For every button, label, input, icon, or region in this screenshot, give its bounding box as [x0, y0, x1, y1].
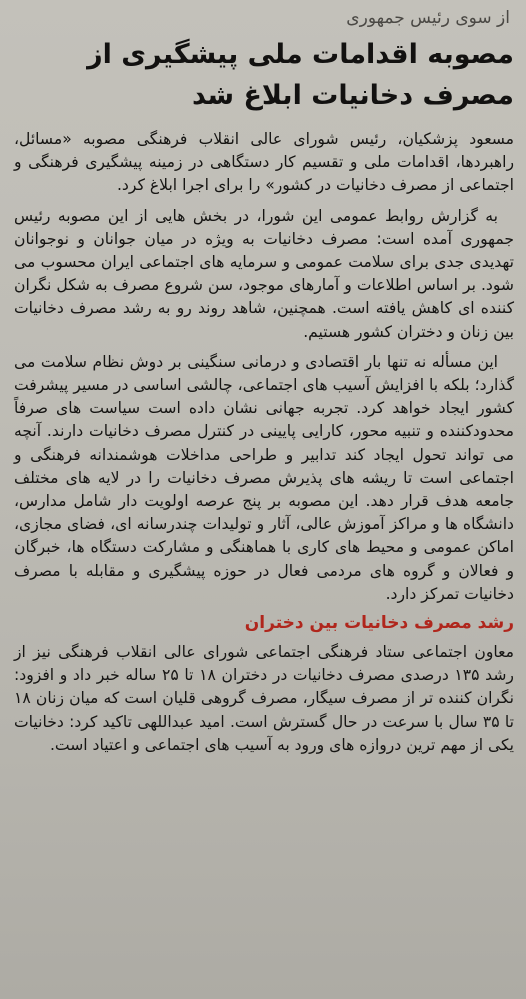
article-subheading: رشد مصرف دخانیات بین دختران [244, 613, 514, 634]
article-paragraph-4: معاون اجتماعی ستاد فرهنگی اجتماعی شورای عالی انقلاب فرهنگی نیز از رشد ۱۳۵ درصدی مصرف دخانیات در دختران ۱۸ تا ۲۵ ساله خبر داد و افزود: نگران کننده تر از مصرف سیگار، مصرف گروهی قلیان است که میان زنان ۱۸ تا ۳۵ سال با سرعت در حال گسترش است. امید عبداللهی تاکید کرد: دخانیات یکی از مهم ترین دروازه های ورود به آسیب های اجتماعی و اعتیاد است. [14, 643, 514, 754]
article-paragraph-1: مسعود پزشکیان، رئیس شورای عالی انقلاب فرهنگی مصوبه «مسائل، راهبردها، اقدامات ملی و تقسیم کار دستگاهی در زمینه پیشگیری فرهنگی و اجتماعی از مصرف دخانیات در کشور» را برای اجرا ابلاغ کرد. [14, 130, 514, 195]
article-kicker: از سوی رئیس جمهوری [346, 8, 510, 28]
article-paragraph-3: این مسأله نه تنها بار اقتصادی و درمانی سنگینی بر دوش نظام سلامت می گذارد؛ بلکه با افزایش آسیب های اجتماعی، چالشی اساسی در مسیر پیشرفت کشور ایجاد خواهد کرد. تجربه جهانی نشان داده است سیاست های صرفاً محدودکننده و تنبیه محور، کارایی پایینی در کنترل مصرف دخانیات دارند. آنچه می تواند تحول ایجاد کند تدابیر و طراحی مداخلات هوشمندانه فرهنگی و اجتماعی است تا ریشه های پذیرش مصرف دخانیات را در لایه های مختلف جامعه هدف قرار دهد. این مصوبه بر پنج عرصه اولویت دار شامل مدارس، دانشگاه ها و مراکز آموزش عالی، آثار و تولیدات چندرسانه ای، فضای مجازی، اماکن عمومی و محیط های کاری با هماهنگی و مشارکت دستگاه ها، خبرگان و فعالان و گروه های مردمی فعال در حوزه پیشگیری و مقابله با مصرف دخانیات تمرکز دارد. [14, 352, 514, 603]
article-headline: مصوبه اقدامات ملی پیشگیری از مصرف دخانیات ابلاغ شد [87, 39, 514, 111]
article-paragraph-2: به گزارش روابط عمومی این شورا، در بخش هایی از این مصوبه رئیس جمهوری آمده است: مصرف دخانیات به ویژه در میان جوانان و نوجوانان تهدیدی جدی برای سلامت عمومی و سرمایه های اجتماعی ایران محسوب می شود. بر اساس اطلاعات و آمارهای موجود، سن شروع مصرف به شکل نگران کننده ای کاهش یافته است. همچنین، شاهد روند رو به رشد مصرف دخانیات بین زنان و دختران کشور هستیم. [14, 206, 514, 341]
